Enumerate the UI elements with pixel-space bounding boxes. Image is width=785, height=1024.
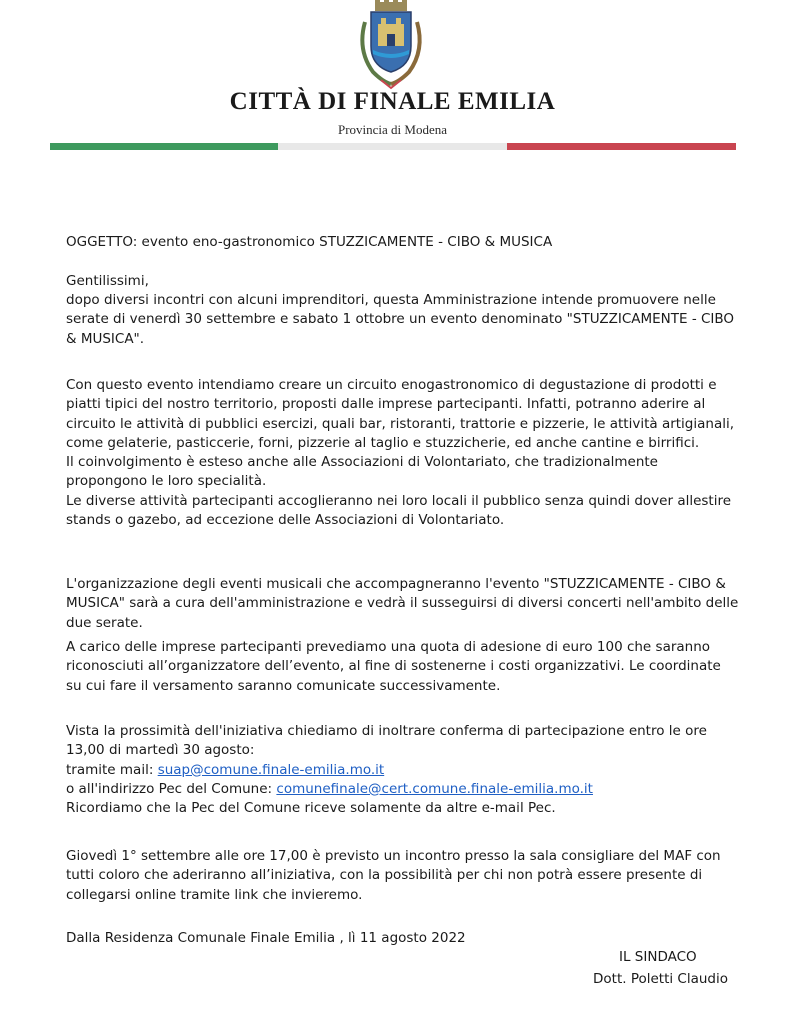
- tricolor-stripe: [50, 143, 736, 150]
- text-line: Giovedì 1° settembre alle ore 17,00 è previsto un incontro presso la sala consigliare del MAF con: [66, 848, 721, 864]
- text-line: Ricordiamo che la Pec del Comune riceve solamente da altre e-mail Pec.: [66, 800, 556, 817]
- mail-line: [66, 761, 746, 780]
- paragraph-5: [66, 722, 746, 818]
- text-line: Con questo evento intendiamo creare un circuito enogastronomico di degustazione di prodotti e: [66, 377, 717, 393]
- text-line: piatti tipici del nostro territorio, proposti dalle imprese partecipanti. Infatti, potranno aderire al: [66, 396, 706, 413]
- mail-label: tramite mail:: [66, 761, 158, 778]
- signature-name: Dott. Poletti Claudio: [593, 971, 729, 987]
- paragraph-2: [66, 376, 746, 530]
- place-and-date: Dalla Residenza Comunale Finale Emilia , lì 11 agosto 2022: [66, 930, 466, 946]
- text-line: tutti coloro che aderiranno all’iniziativa, con la possibilità per chi non potrà essere presente di: [66, 867, 703, 884]
- text-line: Le diverse attività partecipanti accoglieranno nei loro locali il pubblico senza quindi dover allestire: [66, 492, 732, 509]
- city-name: CITTÀ DI FINALE EMILIA: [229, 88, 556, 115]
- text-line: come gelaterie, pasticcerie, forni, pizzerie al taglio e stuzzicherie, ed anche cantine e birrifici.: [66, 434, 700, 451]
- signature-title: IL SINDACO: [619, 949, 697, 965]
- paragraph-3: [66, 575, 746, 633]
- pec-label: o all'indirizzo Pec del Comune:: [66, 780, 277, 797]
- paragraph-4: [66, 638, 746, 696]
- text-line: dopo diversi incontri con alcuni imprenditori, questa Amministrazione intende promuovere nelle: [66, 292, 716, 308]
- text-line: & MUSICA".: [66, 330, 145, 347]
- text-line: stands o gazebo, ad eccezione delle Associazioni di Volontariato.: [66, 512, 505, 529]
- stripe-white: [278, 143, 507, 150]
- province-name: Provincia di Modena: [337, 122, 448, 137]
- stripe-red: [507, 143, 736, 150]
- city-crest-icon: [351, 0, 431, 90]
- pec-email-link[interactable]: comunefinale@cert.comune.finale-emilia.mo.it: [276, 780, 593, 797]
- paragraph-1: [66, 291, 746, 349]
- stripe-green: [50, 143, 278, 150]
- text-line: MUSICA" sarà a cura dell'amministrazione e vedrà il susseguirsi di diversi concerti nell'ambito delle: [66, 595, 739, 612]
- letter-salutation: Gentilissimi,: [66, 273, 149, 289]
- text-line: serate di venerdì 30 settembre e sabato 1 ottobre un evento denominato "STUZZICAMENTE - CIBO: [66, 311, 735, 328]
- text-line: circuito le attività di pubblici esercizi, quali bar, ristoranti, trattorie e pizzerie, le attività artigianali,: [66, 415, 735, 432]
- text-line: L'organizzazione degli eventi musicali che accompagneranno l'evento "STUZZICAMENTE - CIBO &: [66, 576, 726, 592]
- suap-email-link[interactable]: suap@comune.finale-emilia.mo.it: [157, 761, 385, 778]
- text-line: 13,00 di martedì 30 agosto:: [66, 742, 255, 759]
- text-line: riconosciuti all’organizzatore dell’evento, al fine di sostenerne i costi organizzativi. Le coordinate: [66, 658, 721, 675]
- text-line: A carico delle imprese partecipanti prevediamo una quota di adesione di euro 100 che saranno: [66, 639, 711, 655]
- pec-line: [66, 780, 746, 799]
- text-line: Vista la prossimità dell'iniziativa chiediamo di inoltrare conferma di partecipazione entro le ore: [66, 723, 707, 739]
- text-line: Il coinvolgimento è esteso anche alle Associazioni di Volontariato, che tradizionalmente: [66, 454, 658, 471]
- text-line: collegarsi online tramite link che invieremo.: [66, 886, 363, 903]
- text-line: propongono le loro specialità.: [66, 473, 267, 490]
- text-line: su cui fare il versamento saranno comunicate successivamente.: [66, 677, 501, 694]
- paragraph-6: [66, 847, 746, 905]
- letter-subject: OGGETTO: evento eno-gastronomico STUZZICAMENTE - CIBO & MUSICA: [66, 234, 553, 250]
- text-line: due serate.: [66, 614, 143, 631]
